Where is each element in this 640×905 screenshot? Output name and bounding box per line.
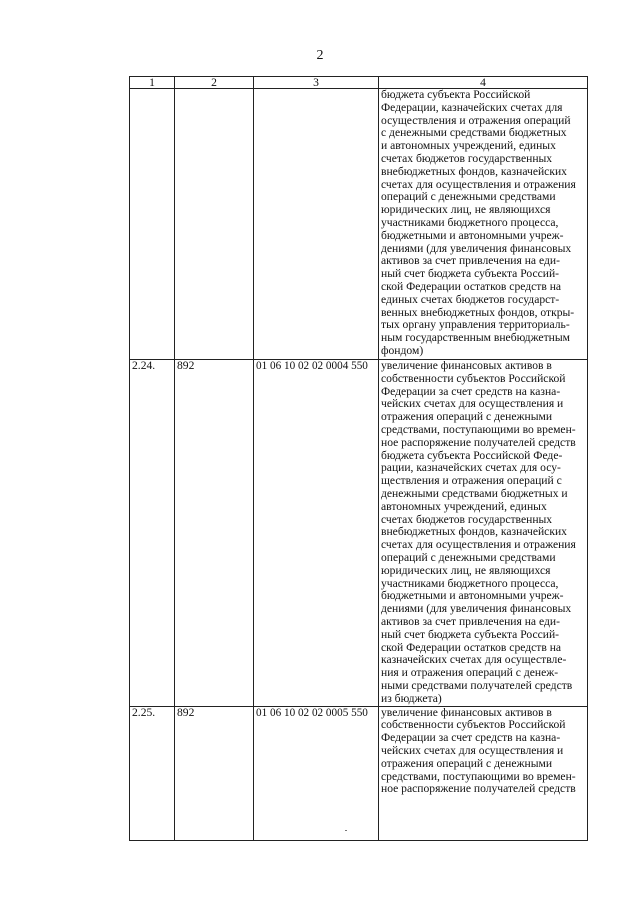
row-description <box>379 706 588 840</box>
description-line: участниками бюджетного процесса, <box>381 215 559 229</box>
description-line: увеличение финансовых активов в <box>381 359 552 372</box>
classification-table <box>129 76 588 841</box>
description-line: отражения операций с денежными <box>381 410 553 424</box>
table-row <box>130 706 588 840</box>
description-line: рации, казначейских счетах для осу- <box>381 461 561 475</box>
description-line: отражения операций с денежными <box>381 756 553 770</box>
classification-code: 01 06 10 02 02 0004 550 <box>254 360 379 707</box>
description-line: денежными средствами бюджетных и <box>381 486 568 500</box>
description-line: Федерации за счет средств на казна- <box>381 731 561 745</box>
description-line: ное распоряжение получателей средств <box>381 435 576 449</box>
admin-code: 892 <box>175 706 254 840</box>
description-line: юридических лиц, не являющихся <box>381 563 551 577</box>
row-number: 2.25. <box>130 706 175 840</box>
table-row <box>130 360 588 707</box>
description-line: ный счет бюджета субъекта Россий- <box>381 267 560 281</box>
row-number <box>130 89 175 360</box>
description-line: чейских счетах для осуществления и <box>381 397 564 411</box>
description-line: участниками бюджетного процесса, <box>381 576 559 590</box>
table-row <box>130 89 588 360</box>
header-col-3: 3 <box>254 77 379 89</box>
header-col-1: 1 <box>130 77 175 89</box>
description-line: операций с денежными средствами <box>381 550 556 564</box>
description-line: ными средствами получателей средств <box>381 678 573 692</box>
description-line: средствами, поступающими во времен- <box>381 769 576 783</box>
description-line: счетах для осуществления и отражения <box>381 177 576 191</box>
description-line: и автономных учреждений, единых <box>381 139 556 153</box>
description-line: ный счет бюджета субъекта Россий- <box>381 627 560 641</box>
description-line: Федерации, казначейских счетах для <box>381 100 563 114</box>
description-line: активов за счет привлечения на еди- <box>381 614 560 628</box>
description-line: казначейских счетах для осуществле- <box>381 653 567 667</box>
description-line: Федерации за счет средств на казна- <box>381 384 561 398</box>
description-line: чейских счетах для осуществления и <box>381 743 564 757</box>
description-line: счетах бюджетов государственных <box>381 512 553 526</box>
scan-speck <box>345 830 347 831</box>
admin-code <box>175 89 254 360</box>
description-line: увеличение финансовых активов в <box>381 705 552 719</box>
description-line: ное распоряжение получателей средств <box>381 782 576 796</box>
description-line: из бюджета) <box>381 691 442 705</box>
description-line: средствами, поступающими во времен- <box>381 422 576 436</box>
description-line: собственности субъектов Российской <box>381 718 566 732</box>
classification-code <box>254 89 379 360</box>
description-line: ской Федерации остатков средств на <box>381 640 562 654</box>
description-line: венных внебюджетных фондов, откры- <box>381 305 575 319</box>
description-line: бюджета субъекта Российской Феде- <box>381 448 563 462</box>
admin-code: 892 <box>175 360 254 707</box>
description-line: ществления и отражения операций с <box>381 474 562 488</box>
description-line: счетах для осуществления и отражения <box>381 538 576 552</box>
description-line: собственности субъектов Российской <box>381 371 566 385</box>
description-line: бюджетными и автономными учреж- <box>381 228 564 242</box>
header-row <box>130 77 588 89</box>
description-line: ской Федерации остатков средств на <box>381 279 562 293</box>
description-line: активов за счет привлечения на еди- <box>381 254 560 268</box>
page-number: 2 <box>316 48 324 63</box>
description-line: бюджета субъекта Российской <box>381 88 531 101</box>
description-line: дениями (для увеличения финансовых <box>381 602 572 616</box>
row-number: 2.24. <box>130 360 175 707</box>
description-line: дениями (для увеличения финансовых <box>381 241 572 255</box>
description-line: юридических лиц, не являющихся <box>381 203 551 217</box>
description-line: операций с денежными средствами <box>381 190 556 204</box>
description-line: ния и отражения операций с денеж- <box>381 666 559 680</box>
description-line: единых счетах бюджетов государст- <box>381 292 560 306</box>
classification-code: 01 06 10 02 02 0005 550 <box>254 706 379 840</box>
header-col-4: 4 <box>379 77 588 89</box>
row-description <box>379 360 588 707</box>
header-col-2: 2 <box>175 77 254 89</box>
description-line: осуществления и отражения операций <box>381 113 571 127</box>
description-line: внебюджетных фондов, казначейских <box>381 164 567 178</box>
description-line: внебюджетных фондов, казначейских <box>381 525 567 539</box>
description-line: счетах бюджетов государственных <box>381 151 553 165</box>
description-line: с денежными средствами бюджетных <box>381 126 567 140</box>
description-line: тых органу управления территориаль- <box>381 318 570 332</box>
row-description <box>379 89 588 360</box>
description-line: ным государственным внебюджетным <box>381 331 570 345</box>
description-line: бюджетными и автономными учреж- <box>381 589 564 603</box>
description-line: фондом) <box>381 343 424 357</box>
description-line: автономных учреждений, единых <box>381 499 547 513</box>
